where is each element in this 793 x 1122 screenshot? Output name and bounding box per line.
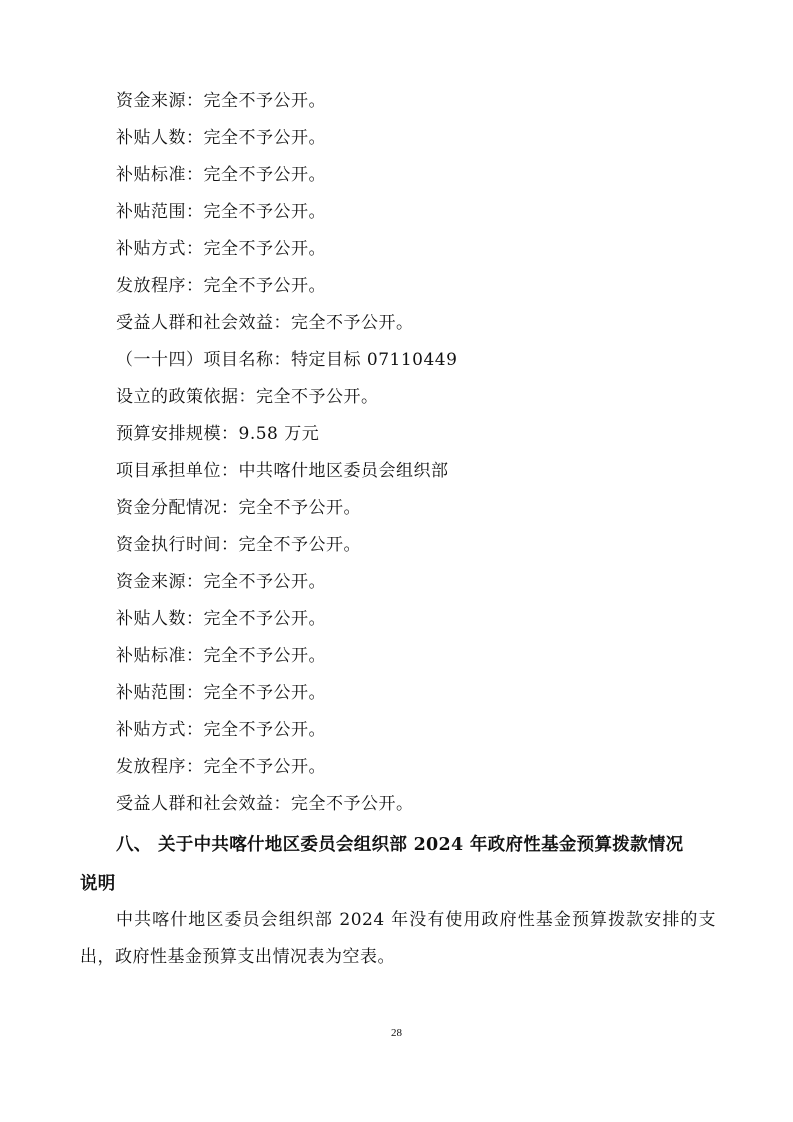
text-line: 补贴人数：完全不予公开。	[116, 128, 326, 148]
text-line: 发放程序：完全不予公开。	[116, 757, 326, 777]
text-line: 项目承担单位：中共喀什地区委员会组织部	[116, 461, 449, 481]
text-line: 补贴标准：完全不予公开。	[116, 646, 326, 666]
text-line: 资金来源：完全不予公开。	[116, 91, 326, 111]
section-heading-continued: 说明	[80, 874, 116, 894]
body-paragraph: 中共喀什地区委员会组织部 2024 年没有使用政府性基金预算拨款安排的支出，政府性基金预算支出情况表为空表。	[80, 910, 716, 967]
section-heading: 八、 关于中共喀什地区委员会组织部 2024 年政府性基金预算拨款情况	[116, 835, 684, 855]
text-line: 补贴方式：完全不予公开。	[116, 720, 326, 740]
text-line: 资金来源：完全不予公开。	[116, 572, 326, 592]
text-line: 补贴标准：完全不予公开。	[116, 165, 326, 185]
page-number: 28	[391, 1027, 402, 1039]
text-line: 资金分配情况：完全不予公开。	[116, 498, 361, 518]
project-title-line: （一十四）项目名称：特定目标 07110449	[116, 350, 458, 370]
text-line: 补贴人数：完全不予公开。	[116, 609, 326, 629]
text-line: 补贴方式：完全不予公开。	[116, 239, 326, 259]
text-line: 补贴范围：完全不予公开。	[116, 683, 326, 703]
text-line: 发放程序：完全不予公开。	[116, 276, 326, 296]
text-line: 补贴范围：完全不予公开。	[116, 202, 326, 222]
budget-line: 预算安排规模：9.58 万元	[116, 424, 320, 444]
text-line: 设立的政策依据：完全不予公开。	[116, 387, 379, 407]
text-line: 资金执行时间：完全不予公开。	[116, 535, 361, 555]
text-line: 受益人群和社会效益：完全不予公开。	[116, 313, 414, 333]
text-line: 受益人群和社会效益：完全不予公开。	[116, 794, 414, 814]
